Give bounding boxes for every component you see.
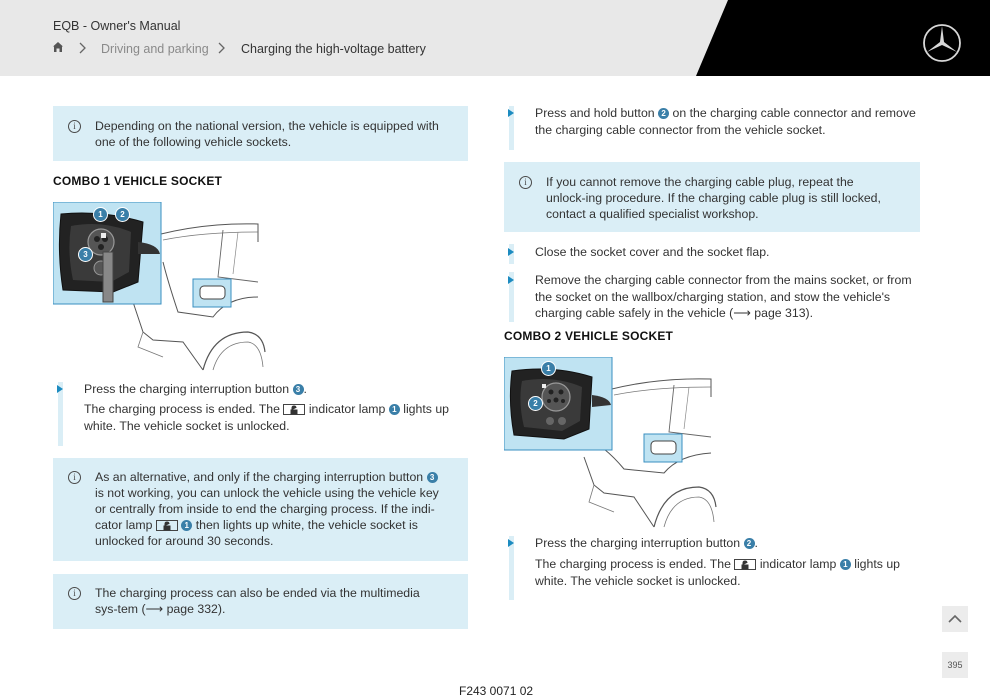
combo1-socket-figure (53, 202, 268, 372)
step-remove-connector: Press and hold button 2 on the charging cable connector and remove the charging cable connector from the vehicle socket. (535, 106, 916, 137)
info-text: The charging process can also be ended via the multimedia sys-tem (⟶ page 332). (95, 586, 420, 616)
scroll-to-top-button[interactable] (942, 606, 968, 632)
step-arrow-icon (508, 109, 514, 117)
callout-2: 2 (115, 207, 130, 222)
info-box-multimedia (53, 574, 468, 629)
unlock-lamp-icon (156, 520, 178, 531)
combo1-heading: COMBO 1 VEHICLE SOCKET (53, 174, 223, 188)
combo2-socket-figure (504, 357, 719, 529)
step-press-interruption-button: Press the charging interruption button 3 . (84, 382, 307, 396)
step-arrow-icon (508, 276, 514, 284)
info-box-socket-versions (53, 106, 468, 161)
brand-star-logo-icon[interactable] (922, 23, 962, 68)
callout-3: 3 (293, 384, 304, 395)
callout-1: 1 (181, 520, 192, 531)
step-arrow-icon (508, 248, 514, 256)
callout-3: 3 (427, 472, 438, 483)
combo2-heading: COMBO 2 VEHICLE SOCKET (504, 329, 674, 343)
chevron-right-icon (217, 42, 225, 57)
step-close-cover: Close the socket cover and the socket flap. (535, 245, 770, 259)
info-text: As an alternative, and only if the charging interruption button 3 is not working, you can unlock the vehicle using the vehicle key or centrally from inside to end the charging process. If the indi-cator lamp 1 then lights up white, the vehicle socket is unlocked for around 30 seconds. (95, 470, 439, 548)
callout-2: 2 (744, 538, 755, 549)
step-arrow-icon (57, 385, 63, 393)
callout-1: 1 (840, 559, 851, 570)
page-number-button[interactable]: 395 (942, 652, 968, 678)
info-icon: i (68, 471, 81, 484)
info-icon: i (68, 120, 81, 133)
callout-1: 1 (389, 404, 400, 415)
step-press-interruption-button-combo2: Press the charging interruption button 2 . (535, 536, 758, 550)
step-arrow-icon (508, 539, 514, 547)
step-result: The charging process is ended. The indicator lamp 1 lights up white. The vehicle socket is unlocked. (84, 402, 450, 433)
breadcrumb-charging-battery: Charging the high-voltage battery (241, 42, 426, 56)
info-text: Depending on the national version, the vehicle is equipped with one of the following vehicle sockets. (95, 119, 439, 149)
callout-1: 1 (541, 361, 556, 376)
figure-code: F243 0071 02 (459, 684, 534, 698)
info-box-plug-locked (504, 162, 920, 232)
step-result-combo2: The charging process is ended. The indicator lamp 1 lights up white. The vehicle socket is unlocked. (535, 557, 901, 588)
callout-3: 3 (78, 247, 93, 262)
callout-2: 2 (528, 396, 543, 411)
callout-2: 2 (658, 108, 669, 119)
home-icon[interactable] (52, 41, 64, 56)
info-icon: i (68, 587, 81, 600)
breadcrumb-driving-and-parking[interactable]: Driving and parking (101, 42, 209, 56)
info-box-alternative-unlock (53, 458, 468, 561)
manual-title: EQB - Owner's Manual (53, 19, 181, 33)
chevron-up-icon (942, 606, 968, 632)
callout-1: 1 (93, 207, 108, 222)
chevron-right-icon (78, 42, 86, 57)
step-stow-cable: Remove the charging cable connector from the mains socket, or from the socket on the wallbox/charging station, and stow the vehicle's charging cable safely in the vehicle (⟶ page 313). (535, 273, 912, 320)
info-icon: i (519, 176, 532, 189)
info-text: If you cannot remove the charging cable plug, repeat the unlock-ing procedure. If the charging cable plug is still locked, contact a qualified specialist workshop. (546, 175, 881, 221)
unlock-lamp-icon (283, 404, 305, 415)
unlock-lamp-icon (734, 559, 756, 570)
